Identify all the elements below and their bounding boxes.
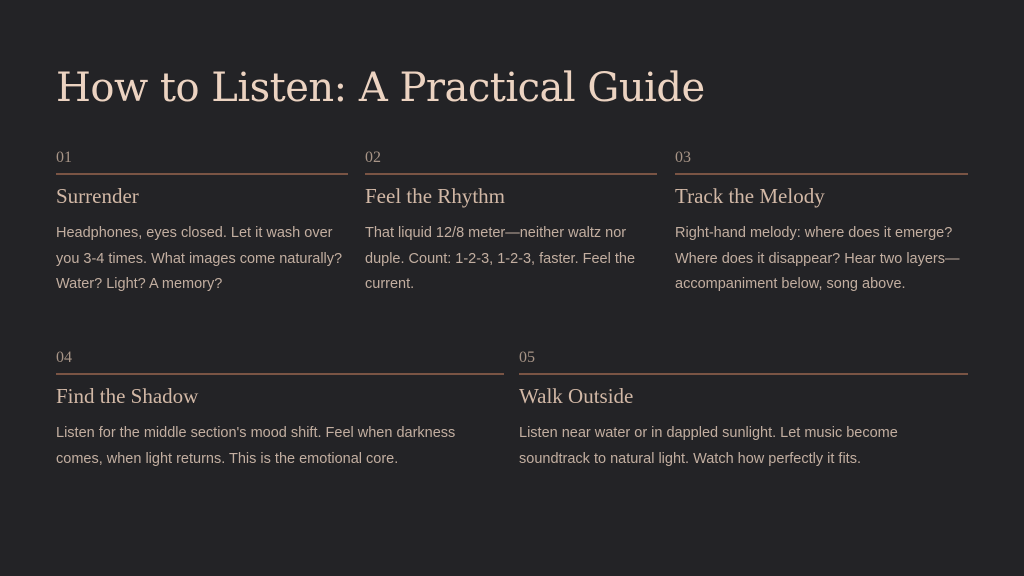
step-description: That liquid 12/8 meter—neither waltz nor duple. Count: 1-2-3, 1-2-3, faster. Feel the current.: [365, 225, 636, 292]
step-divider: [675, 173, 968, 175]
step-title: Find the Shadow: [56, 384, 199, 408]
step-title: Walk Outside: [519, 384, 634, 408]
step-title: Surrender: [56, 184, 139, 208]
step-title: Track the Melody: [675, 184, 825, 208]
step-number: 01: [56, 149, 72, 166]
step-number: 02: [365, 149, 381, 166]
step-number: 03: [675, 149, 691, 166]
step-divider: [365, 173, 657, 175]
step-description: Right-hand melody: where does it emerge? Where does it disappear? Hear two layers—accompaniment below, song above.: [675, 225, 960, 292]
step-title: Feel the Rhythm: [365, 184, 505, 208]
step-description: Headphones, eyes closed. Let it wash over you 3-4 times. What images come naturally? Water? Light? A memory?: [56, 225, 343, 292]
step-number: 05: [519, 349, 535, 366]
step-description: Listen for the middle section's mood shift. Feel when darkness comes, when light returns. This is the emotional core.: [56, 425, 456, 467]
page-title: How to Listen: A Practical Guide: [56, 65, 705, 111]
step-description: Listen near water or in dappled sunlight. Let music become soundtrack to natural light. Watch how perfectly it fits.: [519, 425, 898, 467]
step-divider: [56, 173, 348, 175]
step-divider: [519, 373, 968, 375]
step-number: 04: [56, 349, 72, 366]
step-divider: [56, 373, 504, 375]
